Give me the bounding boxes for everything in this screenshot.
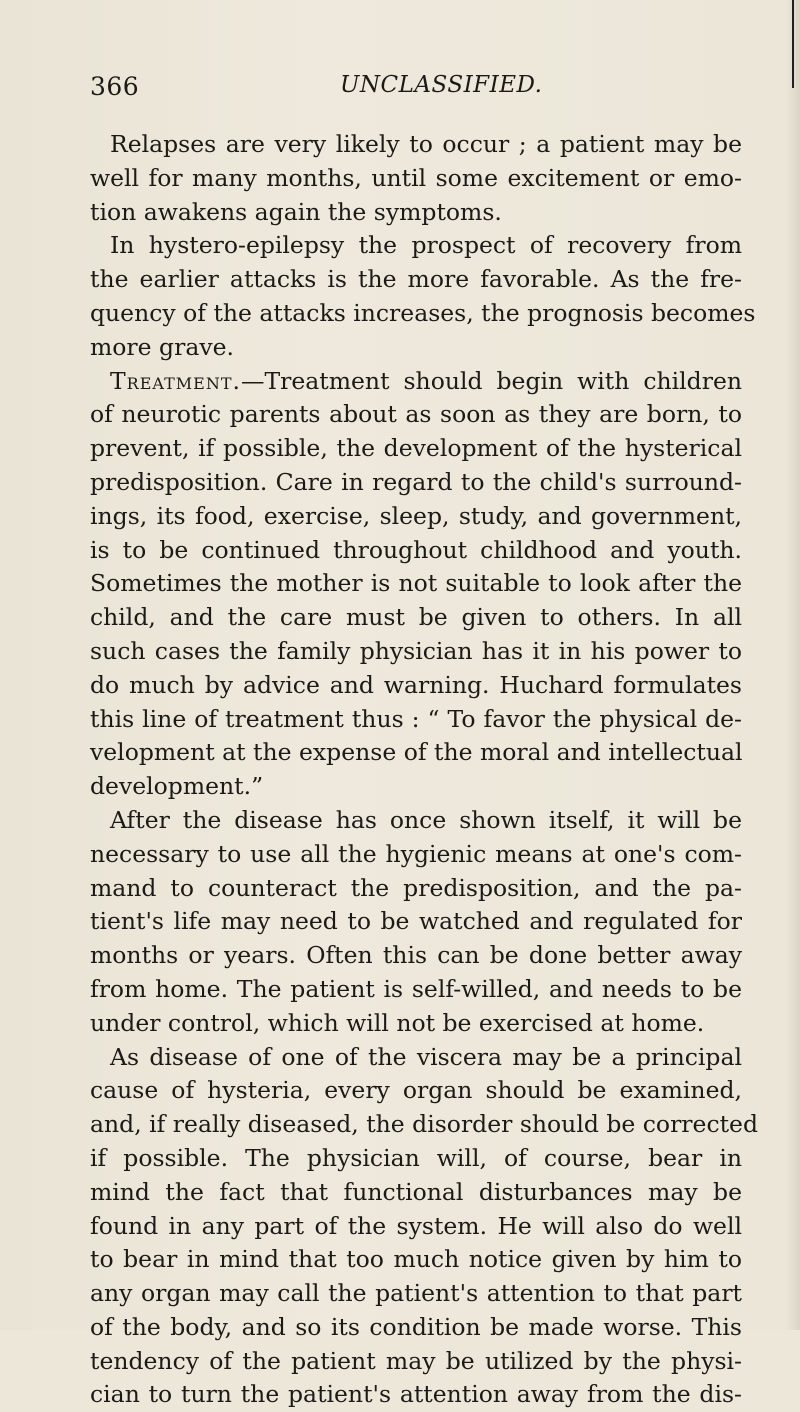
- text-line: do much by advice and warning. Huchard formulates: [90, 670, 742, 699]
- text-line: mand to counteract the predisposition, and the pa-: [90, 873, 742, 902]
- text-line: necessary to use all the hygienic means at one's com-: [90, 839, 742, 868]
- text-line: under control, which will not be exercised at home.: [90, 1008, 705, 1037]
- text-line: cian to turn the patient's attention away from the dis-: [90, 1380, 742, 1409]
- text-line: if possible. The physician will, of course, bear in: [90, 1143, 742, 1172]
- text-line: prevent, if possible, the development of the hysterical: [90, 434, 742, 463]
- text-line: As disease of one of the viscera may be a principal: [110, 1042, 742, 1071]
- text-line: well for many months, until some excitement or emo-: [90, 163, 742, 192]
- text-line: is to be continued throughout childhood and youth.: [90, 535, 742, 564]
- text-line: to bear in mind that too much notice given by him to: [90, 1245, 742, 1274]
- text-line: tion awakens again the symptoms.: [90, 197, 502, 226]
- page-number: 366: [90, 72, 140, 101]
- body-text: [90, 128, 759, 1412]
- text-line: quency of the attacks increases, the prognosis becomes: [90, 298, 756, 327]
- text-span: —Treatment should begin with children: [240, 366, 742, 395]
- text-line: velopment at the expense of the moral and intellectual: [90, 738, 743, 767]
- text-line: child, and the care must be given to others. In all: [90, 603, 742, 632]
- text-line: and, if really diseased, the disorder should be corrected: [90, 1110, 759, 1139]
- section-heading-treatment: Treatment.: [110, 366, 241, 395]
- text-line: of the body, and so its condition be made worse. This: [90, 1312, 742, 1341]
- text-line: any organ may call the patient's attention to that part: [90, 1279, 742, 1308]
- text-line: such cases the family physician has it in his power to: [90, 636, 742, 665]
- page-edge-mark: [792, 0, 794, 88]
- text-line: Sometimes the mother is not suitable to look after the: [90, 569, 742, 598]
- text-line: months or years. Often this can be done better away: [90, 941, 742, 970]
- text-line: predisposition. Care in regard to the child's surround-: [90, 467, 742, 496]
- running-head: UNCLASSIFIED.: [340, 72, 543, 98]
- text-line: Relapses are very likely to occur ; a patient may be: [110, 130, 742, 158]
- text-line: development.”: [90, 772, 264, 801]
- text-line: mind the fact that functional disturbances may be: [90, 1177, 742, 1206]
- text-line: from home. The patient is self-willed, and needs to be: [90, 974, 742, 1003]
- text-line: the earlier attacks is the more favorable. As the fre-: [90, 265, 742, 294]
- page-edge-shadow: [786, 0, 800, 1330]
- text-line: found in any part of the system. He will also do well: [90, 1211, 742, 1240]
- text-line: of neurotic parents about as soon as they are born, to: [90, 400, 742, 429]
- text-line: tient's life may need to be watched and regulated for: [90, 907, 742, 936]
- text-line: tendency of the patient may be utilized by the physi-: [90, 1346, 742, 1375]
- page-header: [90, 72, 740, 112]
- text-line: [90, 365, 742, 399]
- text-line: more grave.: [90, 332, 234, 361]
- text-line: After the disease has once shown itself, it will be: [110, 805, 742, 834]
- text-line: cause of hysteria, every organ should be examined,: [90, 1076, 742, 1105]
- text-line: ings, its food, exercise, sleep, study, and government,: [90, 501, 742, 530]
- text-line: this line of treatment thus : “ To favor the physical de-: [90, 704, 742, 733]
- text-line: In hystero-epilepsy the prospect of recovery from: [110, 231, 742, 260]
